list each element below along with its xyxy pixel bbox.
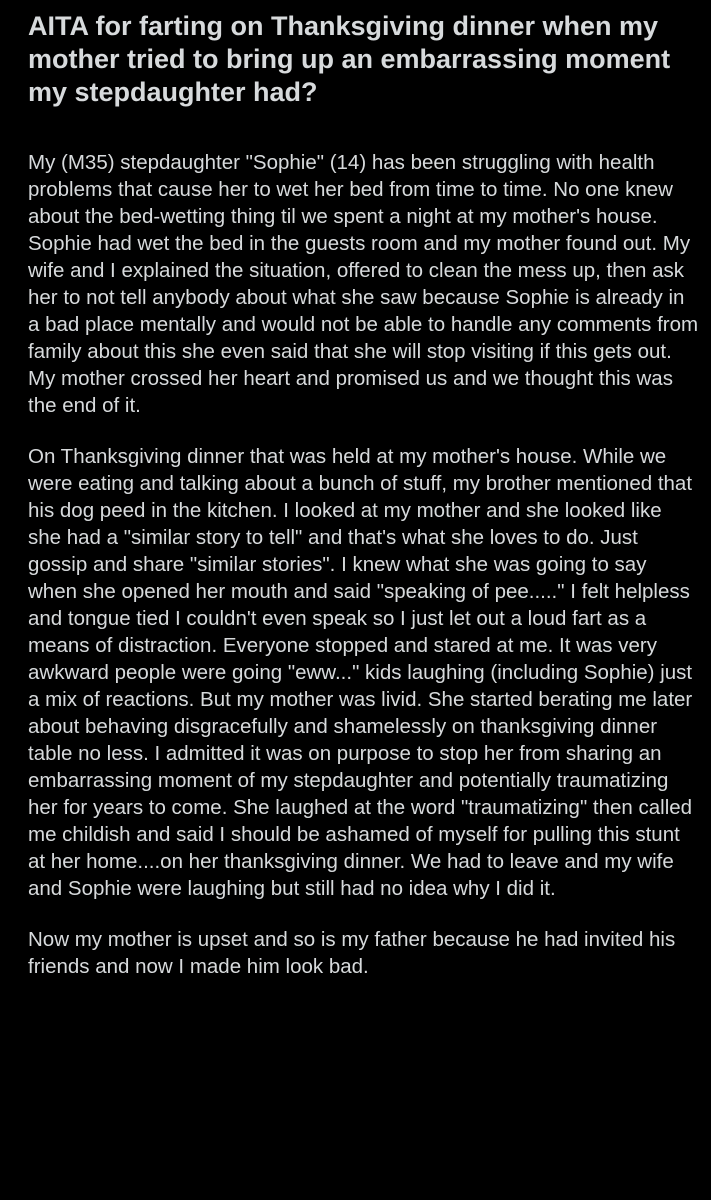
post-title: AITA for farting on Thanksgiving dinner when my mother tried to bring up an embarrassing moment my stepdaughter had? — [28, 11, 671, 107]
post-paragraph-3: Now my mother is upset and so is my father because he had invited his friends and now I made him look bad. — [28, 928, 676, 978]
post-paragraph-2: On Thanksgiving dinner that was held at my mother's house. While we were eating and talking about a bunch of stuff, my brother mentioned that his dog peed in the kitchen. I looked at my mother and she looked like she had a "similar story to tell" and that's what she loves to do. Just gossip and share "similar stories". I knew what she was going to say when she opened her mouth and said "speaking of pee....." I felt helpless and tongue tied I couldn't even speak so I just let out a loud fart as a means of distraction. Everyone stopped and stared at me. It was very awkward people were going "eww..." kids laughing (including Sophie) just a mix of reactions. But my mother was livid. She started berating me later about behaving disgracefully and shamelessly on thanksgiving dinner table no less. I admitted it was on purpose to stop her from sharing an embarrassing moment of my stepdaughter and potentially traumatizing her for years to come. She laughed at the word "traumatizing" then called me childish and said I should be ashamed of myself for pulling this stunt at her home....on her thanksgiving dinner. We had to leave and my wife and Sophie were laughing but still had no idea why I did it. — [28, 445, 693, 900]
post — [28, 10, 700, 1004]
post-paragraph-1: My (M35) stepdaughter "Sophie" (14) has been struggling with health problems that cause her to wet her bed from time to time. No one knew about the bed-wetting thing til we spent a night at my mother's house. Sophie had wet the bed in the guests room and my mother found out. My wife and I explained the situation, offered to clean the mess up, then ask her to not tell anybody about what she saw because Sophie is already in a bad place mentally and would not be able to handle any comments from family about this she even said that she will stop visiting if this gets out. My mother crossed her heart and promised us and we thought this was the end of it. — [28, 151, 699, 417]
post-body — [28, 149, 700, 980]
